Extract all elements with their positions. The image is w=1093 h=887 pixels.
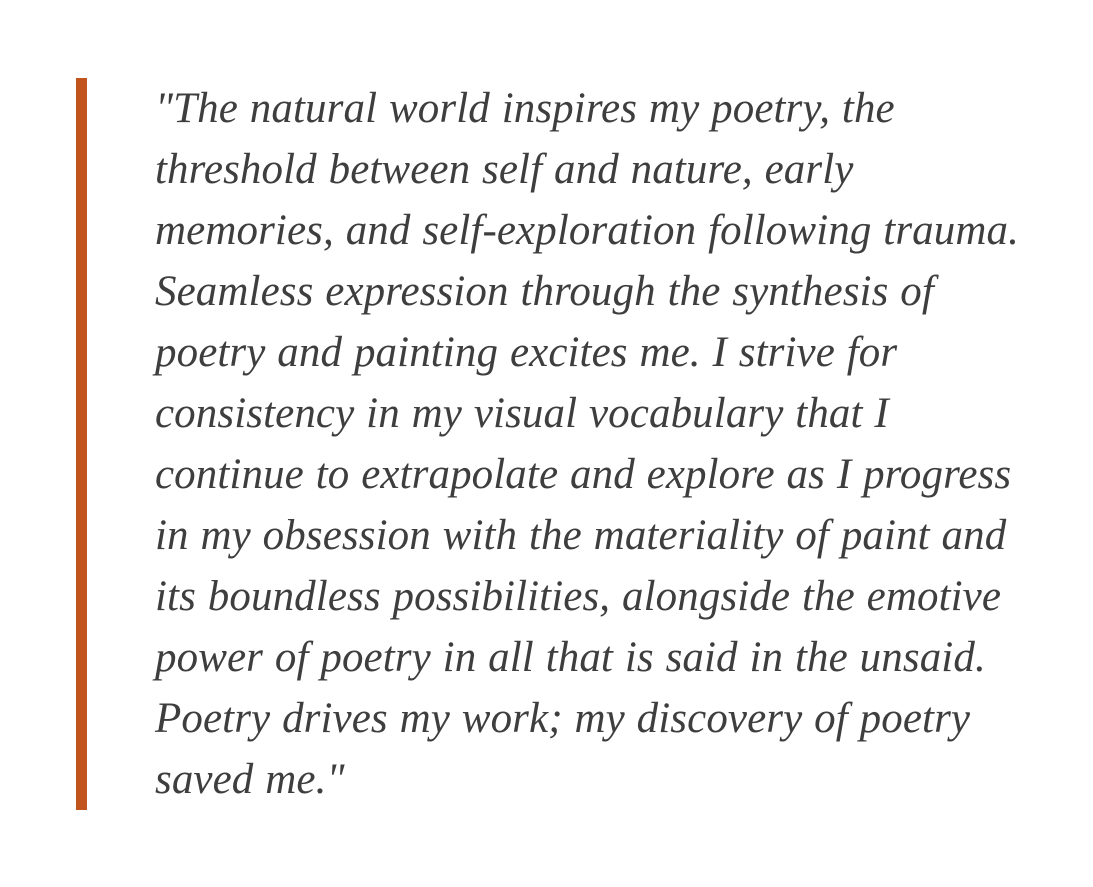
quote-text: "The natural world inspires my poetry, the threshold between self and nature, early memories, and self-exploration following trauma. Seamless expression through the synthesis of poetry and painting excites me. I strive for consistency in my visual vocabulary that I continue to extrapolate and explore as I progress in my obsession with the materiality of paint and its boundless possibilities, alongside the emotive power of poetry in all that is said in the unsaid. Poetry drives my work; my discovery of poetry saved me." [155,85,1019,803]
accent-bar [76,78,87,810]
pull-quote-block [76,78,1036,810]
quote-text-container [87,78,1036,810]
